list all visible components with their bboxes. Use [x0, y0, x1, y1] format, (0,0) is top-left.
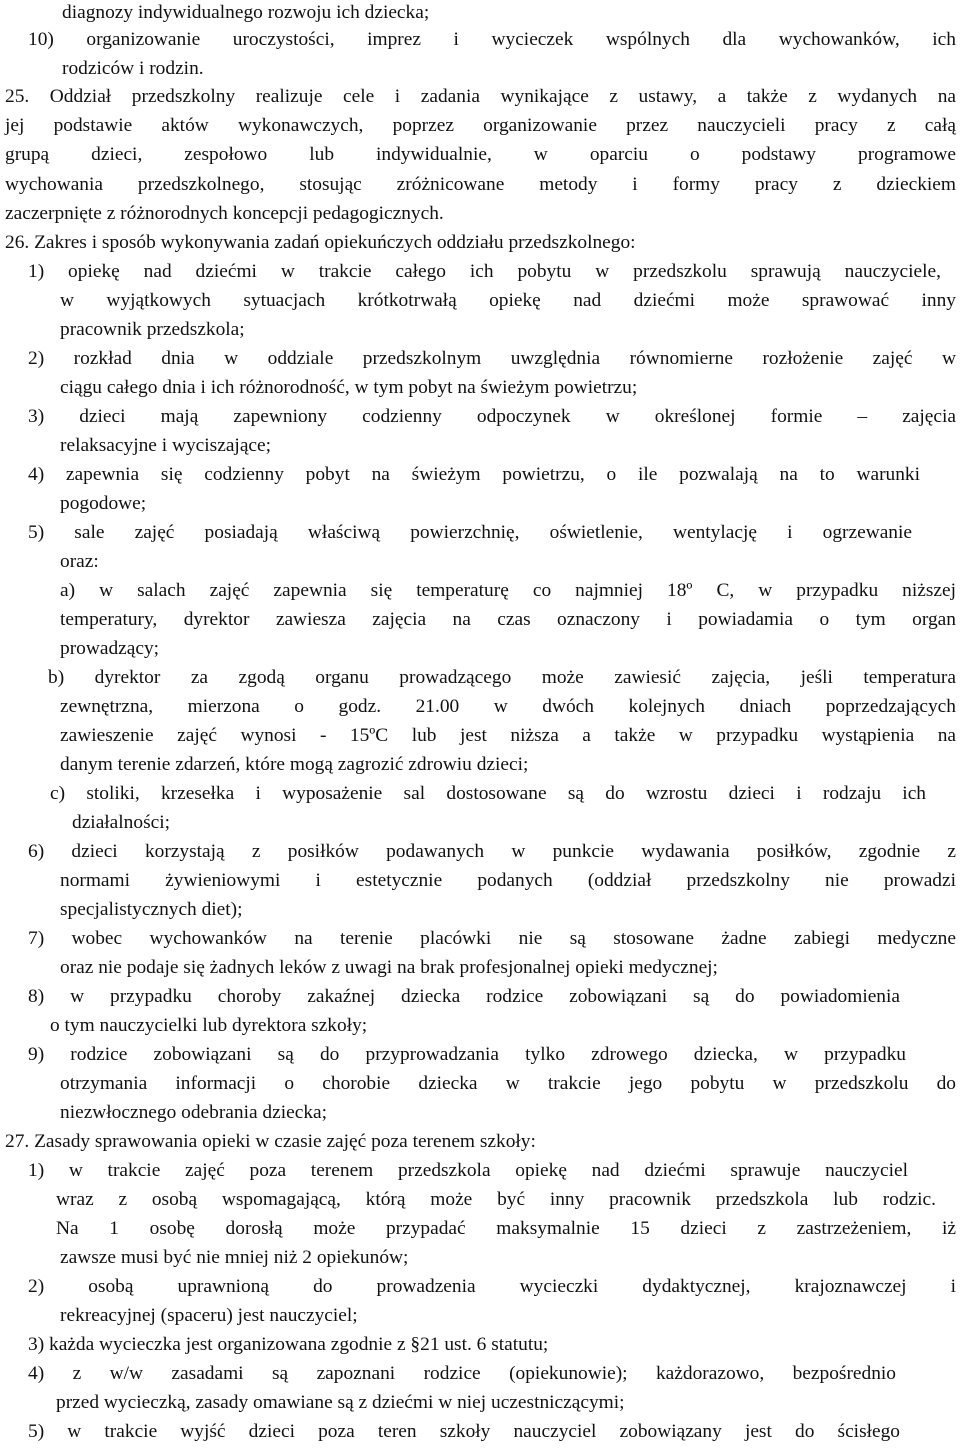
text-line: niezwłocznego odebrania dziecka;: [60, 1102, 328, 1123]
text-line: 3) każda wycieczka jest organizowana zgodnie z §21 ust. 6 statutu;: [28, 1334, 549, 1355]
text-line: o tym nauczycielki lub dyrektora szkoły;: [50, 1015, 368, 1036]
text-line: 9) rodzice zobowiązani są do przyprowadzania tylko zdrowego dziecka, w przypadku: [28, 1044, 906, 1065]
text-line: 3) dzieci mają zapewniony codzienny odpoczynek w określonej formie – zajęcia: [28, 406, 956, 427]
text-line: danym terenie zdarzeń, które mogą zagrozić zdrowiu dzieci;: [60, 754, 529, 775]
text-line: ciągu całego dnia i ich różnorodność, w tym pobyt na świeżym powietrzu;: [60, 377, 638, 398]
text-line: zawsze musi być nie mniej niż 2 opiekunów;: [60, 1247, 409, 1268]
text-line: 1) opiekę nad dziećmi w trakcie całego ich pobytu w przedszkolu sprawują nauczyciele,: [28, 261, 941, 282]
text-line: jej podstawie aktów wykonawczych, poprzez organizowanie przez nauczycieli pracy z całą: [5, 115, 956, 136]
text-line: oraz:: [60, 551, 99, 572]
text-line: 10) organizowanie uroczystości, imprez i wycieczek wspólnych dla wychowanków, ich: [28, 29, 956, 50]
text-line: w wyjątkowych sytuacjach krótkotrwałą opiekę nad dziećmi może sprawować inny: [60, 290, 956, 311]
text-line: 8) w przypadku choroby zakaźnej dziecka rodzice zobowiązani są do powiadomienia: [28, 986, 900, 1007]
text-line: pracownik przedszkola;: [60, 319, 245, 340]
text-line: c) stoliki, krzesełka i wyposażenie sal dostosowane są do wzrostu dzieci i rodzaju ich: [50, 783, 926, 804]
text-line: 2) rozkład dnia w oddziale przedszkolnym uwzględnia równomierne rozłożenie zajęć w: [28, 348, 956, 369]
text-line: relaksacyjne i wyciszające;: [60, 435, 272, 456]
text-line: zawieszenie zajęć wynosi - 15ºC lub jest niższa a także w przypadku wystąpienia na: [60, 725, 956, 746]
text-line: 7) wobec wychowanków na terenie placówki nie są stosowane żadne zabiegi medyczne: [28, 928, 956, 949]
text-line: a) w salach zajęć zapewnia się temperaturę co najmniej 18º C, w przypadku niższej: [60, 580, 956, 601]
text-line: diagnozy indywidualnego rozwoju ich dziecka;: [62, 2, 430, 23]
text-line: 2) osobą uprawnioną do prowadzenia wycieczki dydaktycznej, krajoznawczej i: [28, 1276, 956, 1297]
text-line: normami żywieniowymi i estetycznie podanych (oddział przedszkolny nie prowadzi: [60, 870, 956, 891]
text-line: działalności;: [72, 812, 170, 833]
text-line: temperatury, dyrektor zawiesza zajęcia na czas oznaczony i powiadamia o tym organ: [60, 609, 956, 630]
text-line: pogodowe;: [60, 493, 147, 514]
text-line: rekreacyjnej (spaceru) jest nauczyciel;: [60, 1305, 358, 1326]
text-line: oraz nie podaje się żadnych leków z uwagi na brak profesjonalnej opieki medycznej;: [60, 957, 718, 978]
text-line: 5) sale zajęć posiadają właściwą powierzchnię, oświetlenie, wentylację i ogrzewanie: [28, 522, 912, 543]
text-line: 26. Zakres i sposób wykonywania zadań opiekuńczych oddziału przedszkolnego:: [5, 232, 636, 253]
text-line: specjalistycznych diet);: [60, 899, 243, 920]
text-line: 25. Oddział przedszkolny realizuje cele i zadania wynikające z ustawy, a także z wydanych na: [5, 86, 956, 107]
text-line: zewnętrzna, mierzona o godz. 21.00 w dwóch kolejnych dniach poprzedzających: [60, 696, 956, 717]
text-line: prowadzący;: [60, 638, 160, 659]
text-line: wychowania przedszkolnego, stosując zróżnicowane metody i formy pracy z dzieckiem: [5, 174, 956, 195]
text-line: 4) z w/w zasadami są zapoznani rodzice (opiekunowie); każdorazowo, bezpośrednio: [28, 1363, 896, 1384]
text-line: przed wycieczką, zasady omawiane są z dziećmi w niej uczestniczącymi;: [56, 1392, 625, 1413]
text-line: b) dyrektor za zgodą organu prowadzącego może zawiesić zajęcia, jeśli temperatura: [48, 667, 956, 688]
text-line: 1) w trakcie zajęć poza terenem przedszkola opiekę nad dziećmi sprawuje nauczyciel: [28, 1160, 908, 1181]
text-line: Na 1 osobę dorosłą może przypadać maksymalnie 15 dzieci z zastrzeżeniem, iż: [56, 1218, 956, 1239]
text-line: rodziców i rodzin.: [62, 58, 204, 79]
text-line: 6) dzieci korzystają z posiłków podawanych w punkcie wydawania posiłków, zgodnie z: [28, 841, 956, 862]
text-line: zaczerpnięte z różnorodnych koncepcji pedagogicznych.: [5, 203, 444, 224]
text-line: 27. Zasady sprawowania opieki w czasie zajęć poza terenem szkoły:: [5, 1131, 536, 1152]
text-line: otrzymania informacji o chorobie dziecka w trakcie jego pobytu w przedszkolu do: [60, 1073, 956, 1094]
text-line: grupą dzieci, zespołowo lub indywidualnie, w oparciu o podstawy programowe: [5, 144, 956, 165]
text-line: wraz z osobą wspomagającą, którą może być inny pracownik przedszkola lub rodzic.: [56, 1189, 936, 1210]
text-line: 4) zapewnia się codzienny pobyt na świeżym powietrzu, o ile pozwalają na to warunki: [28, 464, 920, 485]
text-line: 5) w trakcie wyjść dzieci poza teren szkoły nauczyciel zobowiązany jest do ścisłego: [28, 1421, 900, 1442]
